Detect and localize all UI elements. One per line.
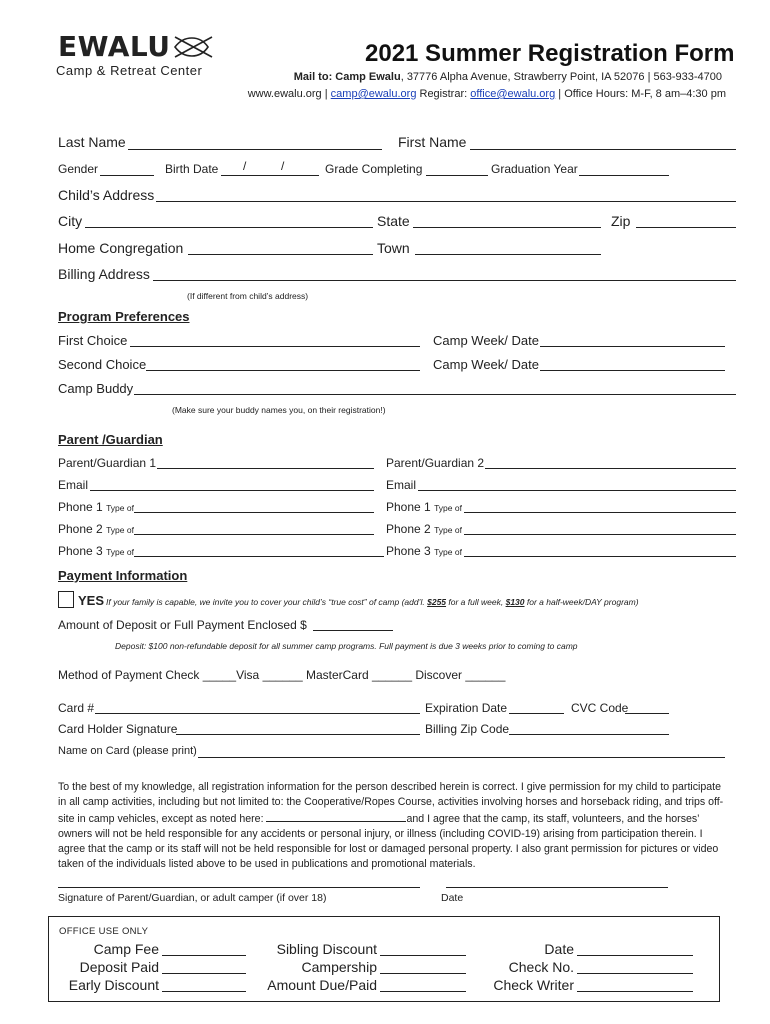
date-label: Date xyxy=(441,892,464,904)
signature-label: Signature of Parent/Guardian, or adult camper (if over 18) xyxy=(58,892,327,904)
second-choice-label: Second Choice xyxy=(58,357,147,372)
consent-paragraph: To the best of my knowledge, all registration information for the person described herein is correct. I give permission for my child to participate in all camp activities, including but not limited to: the Cooperative/Ropes Course, activities involving horses and horseback riding, and trips off-site in camp vehicles, except as noted here: and I agree that the camp, its staff, volunteers, and the horses’ owners will not be held responsible for any accidents or personal injury, or illness (including COVID-19) arising from participation therein. I agree that the camp or its staff will not be held responsible for lost or damaged personal property. I also grant permission for pictures or video taken of the individuals listed above to be used in publications and promotional materials. xyxy=(58,781,724,871)
gender-label: Gender xyxy=(58,162,99,176)
office-use-heading: OFFICE USE ONLY xyxy=(59,926,149,937)
grad-year-label: Graduation Year xyxy=(491,162,578,176)
name-on-card-label: Name on Card (please print) xyxy=(58,745,197,757)
email1-field[interactable] xyxy=(90,490,374,491)
registrar-label: Registrar: xyxy=(419,88,468,100)
email2-field[interactable] xyxy=(418,490,736,491)
phone2-pg2-label: Phone 2 Type of xyxy=(386,522,462,536)
mail-line xyxy=(294,71,722,83)
birth-date-label: Birth Date xyxy=(165,162,219,176)
email1-label: Email xyxy=(58,478,89,492)
cvc-field[interactable] xyxy=(625,713,669,714)
early-discount-label: Early Discount xyxy=(68,977,159,993)
billing-field[interactable] xyxy=(153,280,736,281)
zip-field[interactable] xyxy=(636,227,736,228)
expiration-label: Expiration Date xyxy=(425,701,508,715)
amount-label: Amount of Deposit or Full Payment Enclosed $ xyxy=(58,618,307,632)
office-hours: | Office Hours: M-F, 8 am–4:30 pm xyxy=(558,88,726,100)
city-field[interactable] xyxy=(85,227,373,228)
last-name-field[interactable] xyxy=(128,149,382,150)
birth-date-field[interactable] xyxy=(221,175,319,176)
sibling-discount-label: Sibling Discount xyxy=(276,941,377,957)
week2-label: Camp Week/ Date xyxy=(433,357,539,372)
mail-to: Camp Ewalu xyxy=(335,71,401,83)
camp-email-link[interactable]: camp@ewalu.org xyxy=(330,88,417,100)
first-choice-label: First Choice xyxy=(58,333,128,348)
amount-field[interactable] xyxy=(313,630,393,631)
buddy-label: Camp Buddy xyxy=(58,381,134,396)
office-use-box xyxy=(48,916,720,1002)
phone3-pg2-field[interactable] xyxy=(464,556,736,557)
deposit-paid-field[interactable] xyxy=(162,973,246,974)
signature-field[interactable] xyxy=(58,887,420,888)
office-date-label: Date xyxy=(544,941,574,957)
city-label: City xyxy=(58,213,83,229)
buddy-field[interactable] xyxy=(134,394,736,395)
congregation-field[interactable] xyxy=(188,254,373,255)
price-full: $255 xyxy=(427,597,447,607)
pg1-label: Parent/Guardian 1 xyxy=(58,456,157,470)
town-field[interactable] xyxy=(415,254,601,255)
grad-year-field[interactable] xyxy=(579,175,669,176)
phone1-field[interactable] xyxy=(134,512,374,513)
phone1-pg2-field[interactable] xyxy=(464,512,736,513)
true-cost-note: If your family is capable, we invite you to cover your child’s “true cost” of camp (add’l. $255 for a full week, $130 for a half-week/DAY program) xyxy=(106,597,639,607)
phone1-label: Phone 1 Type of xyxy=(58,500,134,514)
phone3-label: Phone 3 Type of xyxy=(58,544,134,558)
first-name-field[interactable] xyxy=(470,149,736,150)
office-date-field[interactable] xyxy=(577,955,693,956)
second-choice-field[interactable] xyxy=(146,370,420,371)
campership-label: Campership xyxy=(301,959,377,975)
pg2-field[interactable] xyxy=(485,468,736,469)
sibling-discount-field[interactable] xyxy=(380,955,466,956)
phone2-pg2-field[interactable] xyxy=(464,534,736,535)
early-discount-field[interactable] xyxy=(162,991,246,992)
amount-due-label: Amount Due/Paid xyxy=(267,977,377,993)
check-no-field[interactable] xyxy=(577,973,693,974)
congregation-label: Home Congregation xyxy=(58,240,184,256)
week1-field[interactable] xyxy=(540,346,725,347)
check-writer-field[interactable] xyxy=(577,991,693,992)
phone3-pg2-label: Phone 3 Type of xyxy=(386,544,462,558)
fish-logo-icon xyxy=(172,33,214,61)
camp-fee-field[interactable] xyxy=(162,955,246,956)
zip-label: Zip xyxy=(611,213,631,229)
birth-date-sep: / xyxy=(281,159,285,173)
form-title: 2021 Summer Registration Form xyxy=(365,40,735,67)
grade-label: Grade Completing xyxy=(325,162,423,176)
deposit-paid-label: Deposit Paid xyxy=(79,959,159,975)
last-name-label: Last Name xyxy=(58,134,126,150)
cvc-label: CVC Code xyxy=(571,701,629,715)
address-label: Child’s Address xyxy=(58,187,155,203)
campership-field[interactable] xyxy=(380,973,466,974)
pg2-label: Parent/Guardian 2 xyxy=(386,456,485,470)
exceptions-field[interactable] xyxy=(266,811,406,822)
amount-due-field[interactable] xyxy=(380,991,466,992)
date-field[interactable] xyxy=(446,887,668,888)
email2-label: Email xyxy=(386,478,417,492)
card-number-field[interactable] xyxy=(95,713,420,714)
name-on-card-field[interactable] xyxy=(198,757,725,758)
registrar-email-link[interactable]: office@ewalu.org xyxy=(470,88,556,100)
billing-zip-label: Billing Zip Code xyxy=(425,722,510,736)
gender-field[interactable] xyxy=(100,175,154,176)
phone: | 563-933-4700 xyxy=(644,71,722,83)
first-choice-field[interactable] xyxy=(130,346,420,347)
yes-checkbox[interactable] xyxy=(58,591,74,608)
town-label: Town xyxy=(377,240,410,256)
pg1-field[interactable] xyxy=(157,468,374,469)
check-writer-label: Check Writer xyxy=(493,977,574,993)
state-field[interactable] xyxy=(413,227,601,228)
phone1-pg2-label: Phone 1 Type of xyxy=(386,500,462,514)
program-heading: Program Preferences xyxy=(58,309,190,324)
week1-label: Camp Week/ Date xyxy=(433,333,539,348)
address-field[interactable] xyxy=(156,201,736,202)
state-label: State xyxy=(377,213,410,229)
first-name-label: First Name xyxy=(398,134,467,150)
grade-field[interactable] xyxy=(426,175,488,176)
card-signature-label: Card Holder Signature xyxy=(58,722,178,736)
card-signature-field[interactable] xyxy=(176,734,420,735)
price-half: $130 xyxy=(505,597,525,607)
contact-line: www.ewalu.org | camp@ewalu.org Registrar: office@ewalu.org | Office Hours: M-F, 8 am–4:30 pm xyxy=(247,88,726,100)
logo-subtitle: Camp & Retreat Center xyxy=(56,63,203,78)
birth-date-sep: / xyxy=(243,159,247,173)
website: www.ewalu.org xyxy=(247,88,322,100)
week2-field[interactable] xyxy=(540,370,725,371)
yes-label: YES xyxy=(78,593,105,608)
camp-fee-label: Camp Fee xyxy=(93,941,159,957)
phone2-field[interactable] xyxy=(134,534,374,535)
card-number-label: Card # xyxy=(58,701,95,715)
expiration-field[interactable] xyxy=(509,713,564,714)
mail-label: Mail to: xyxy=(293,71,333,83)
billing-note: (If different from child’s address) xyxy=(187,291,309,301)
deposit-note: Deposit: $100 non-refundable deposit for all summer camp programs. Full payment is due 3 weeks prior to coming to camp xyxy=(115,641,578,651)
method-of-payment[interactable]: Method of Payment Check _____Visa ______ MasterCard ______ Discover ______ xyxy=(58,668,506,682)
mail-address: , 37776 Alpha Avenue, Strawberry Point, IA 52076 xyxy=(400,71,645,83)
phone2-label: Phone 2 Type of xyxy=(58,522,134,536)
check-no-label: Check No. xyxy=(508,959,574,975)
payment-heading: Payment Information xyxy=(58,568,188,583)
parent-heading: Parent /Guardian xyxy=(58,432,163,447)
billing-zip-field[interactable] xyxy=(509,734,669,735)
buddy-note: (Make sure your buddy names you, on their registration!) xyxy=(172,405,386,415)
phone3-field[interactable] xyxy=(134,556,384,557)
logo-name: EWALU xyxy=(58,30,171,63)
billing-label: Billing Address xyxy=(58,266,150,282)
